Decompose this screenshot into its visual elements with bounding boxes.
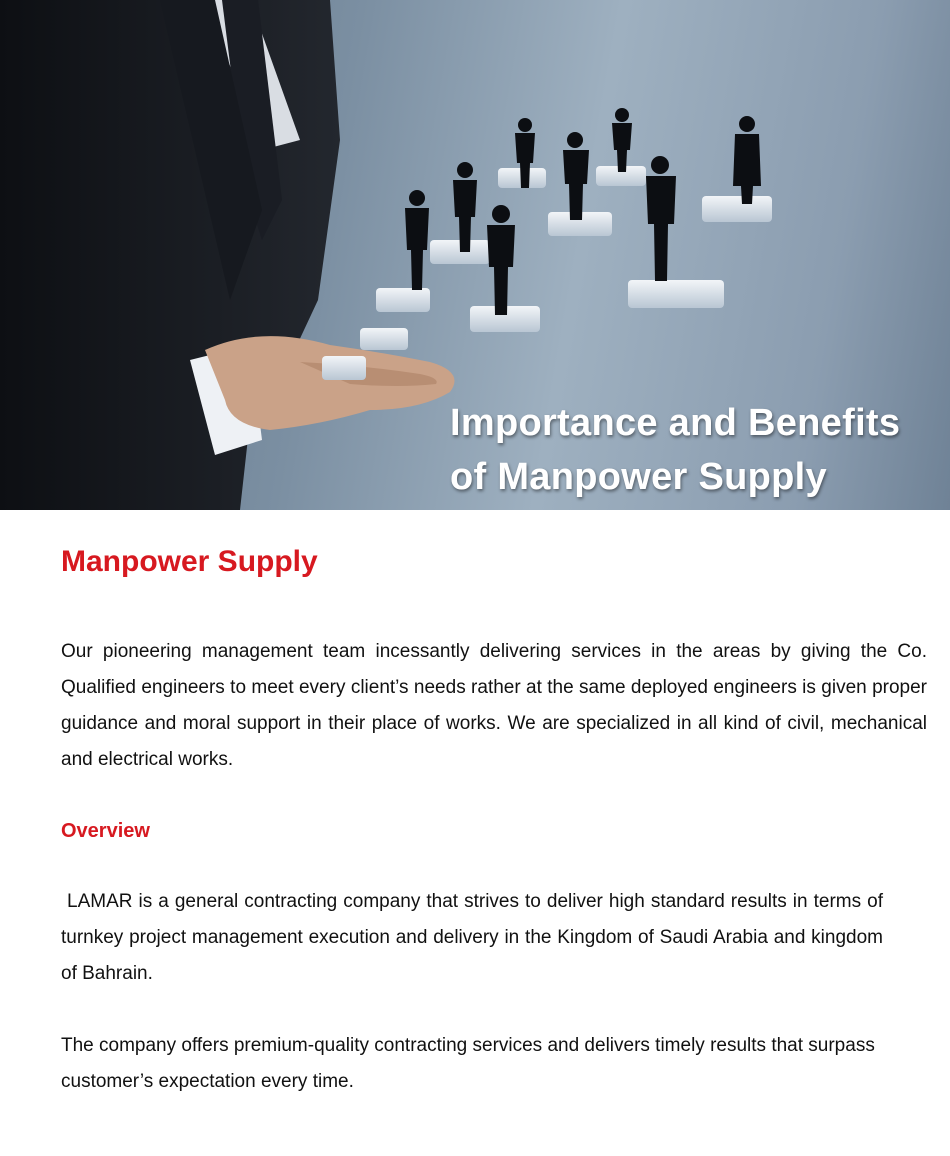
page-title: Manpower Supply [61, 545, 318, 578]
intro-paragraph: Our pioneering management team incessantly delivering services in the areas by giving the Co. Qualified engineers to meet every client’s needs rather at the same deployed engineers is given proper guidance and moral support in their place of works. We are specialized in all kind of civil, mechanical and electrical works. [61, 641, 927, 770]
hero-caption-line2: of Manpower Supply [450, 456, 827, 498]
businessman-figure [0, 0, 455, 510]
overview-paragraph-2: The company offers premium-quality contracting services and delivers timely results that surpass customer’s expectation every time. [61, 1035, 875, 1092]
hero-caption [450, 396, 900, 504]
hero-caption-line1: Importance and Benefits [450, 402, 901, 444]
overview-paragraph-1: LAMAR is a general contracting company that strives to deliver high standard results in terms of turnkey project management execution and delivery in the Kingdom of Saudi Arabia and kingdom of Bahrain. [61, 891, 889, 984]
hero-banner [0, 0, 950, 510]
main-content [61, 510, 927, 1100]
overview-heading: Overview [61, 820, 150, 842]
puzzle-pieces [322, 166, 772, 380]
